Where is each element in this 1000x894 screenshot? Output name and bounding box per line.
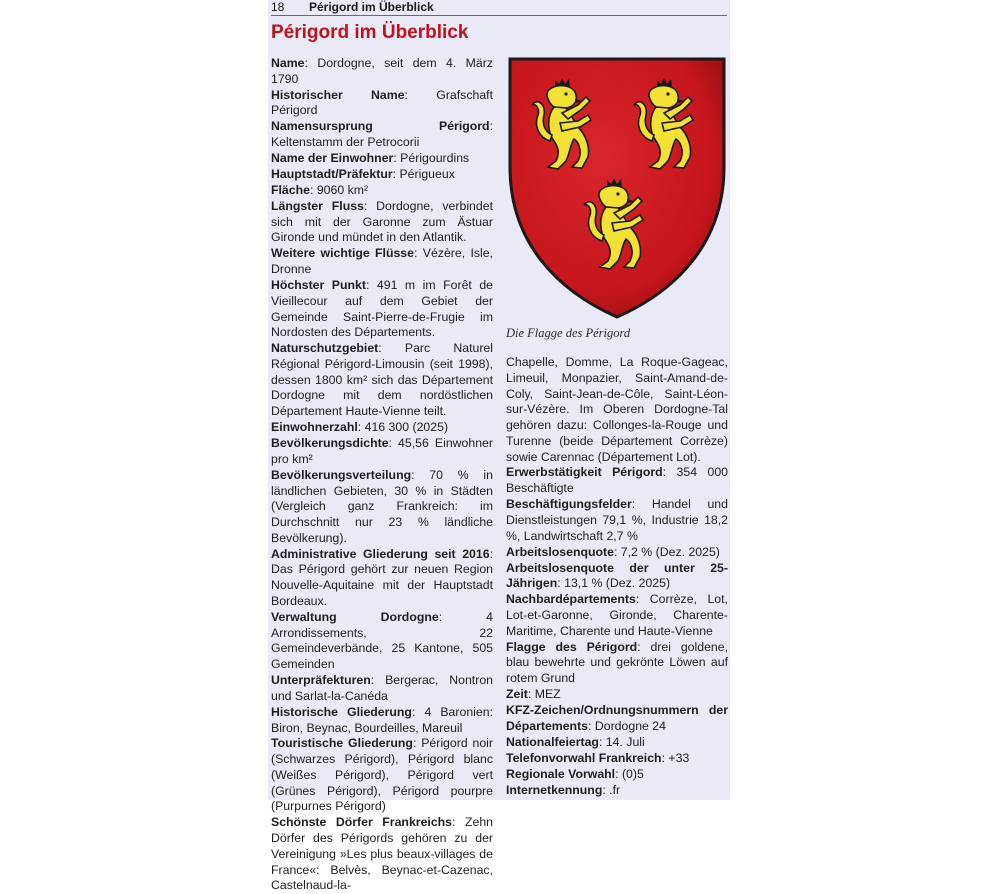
fact-separator: : [557,576,565,591]
fact-value: Das Périgord gehört zur neuen Region Nouvelle-Aquitaine mit der Hauptstadt Bordeaux. [271,562,493,608]
fact-label: Beschäftigungsfelder [506,497,632,512]
fact-entry [506,465,728,497]
fact-value: Vézère, Isle, Dronne [271,246,493,277]
fact-label: Verwaltung Dordogne [271,609,439,624]
fact-entry [506,735,728,751]
fact-value: Bergerac, Nontron und Sarlat-la-Canéda [271,673,493,703]
fact-value: 354 000 Beschäftigte [506,465,728,496]
fact-entry [506,545,728,561]
fact-separator: : [309,182,317,197]
running-title: Périgord im Überblick [309,0,434,14]
fact-separator: : [404,87,437,102]
fact-label: Namensursprung Périgord [271,119,490,134]
fact-value: 14. Juli [605,734,645,749]
fact-separator: : [662,465,677,480]
fact-entry [506,783,728,799]
fact-separator: : [588,718,595,733]
continued-text: Chapelle, Domme, La Roque-Gageac, Limeuil, Monpazier, Saint-Amand-de-Coly, Saint-Jean-de-Côle, Saint-Léon-sur-Vézère. Im Oberen Dordogne-Tal gehören dazu: Collonges-la-Rouge und Turenne (beide Département Corrèze) sowie Carennac (Département Lot). [506,355,728,464]
fact-separator: : [637,639,651,654]
fact-label: Administrative Gliederung seit 2016 [271,546,490,561]
fact-entry [506,561,728,593]
fact-entry [271,547,493,610]
page-number: 18 [271,0,285,14]
coat-of-arms-icon [506,55,728,320]
fact-entry [271,167,493,183]
left-column [271,56,493,894]
fact-entry [271,183,493,199]
fact-value: 4 Baronien: Biron, Beynac, Bourdeilles, Mareuil [271,704,493,735]
fact-separator: : [412,736,422,751]
fact-entry [271,468,493,547]
fact-value: 416 300 (2025) [364,420,449,435]
fact-entry [271,56,493,88]
fact-entry [506,687,728,703]
right-column [506,355,728,798]
fact-entry [271,705,493,737]
fact-value: Keltenstamm der Petrocorii [271,135,420,150]
fact-entry [506,640,728,687]
fact-value: Dordogne, verbindet sich mit der Garonne zum Ästuar Gironde und mündet in den Atlantik. [271,198,493,245]
fact-entry [271,119,493,151]
fact-label: Telefonvorwahl Frankreich [506,750,662,765]
fact-separator: : [661,750,669,765]
fact-entry [271,199,493,246]
fact-separator: : [527,687,535,702]
fact-label: KFZ-Zeichen/Ordnungsnummern der Départements [506,703,728,733]
fact-separator: : [602,782,610,797]
fact-entry [271,88,493,120]
fact-value: Dordogne 24 [594,718,666,733]
page-title: Périgord im Überblick [271,22,469,43]
fact-separator: : [388,436,399,451]
fact-separator: : [357,420,365,435]
fact-value: Corrèze, Lot, Lot-et-Garonne, Gironde, Charente-Maritime, Charente und Haute-Vienne [506,592,728,638]
fact-label: Fläche [271,182,310,197]
fact-entry [271,246,493,278]
fact-value: Périgueux [399,167,455,181]
fact-value: 13,1 % (Dez. 2025) [564,576,671,591]
fact-entry [271,736,493,815]
running-header [271,0,727,16]
fact-value: 4 Arrondissements, 22 Gemeindeverbände, 25 Kantone, 505 Gemeinden [271,609,493,672]
fact-entry [506,751,728,767]
fact-label: Bevölkerungsverteilung [271,467,412,482]
fact-separator: : [489,546,493,561]
fact-label: Historische Gliederung [271,704,412,719]
fact-value: 9060 km² [316,182,369,197]
fact-label: Zeit [506,687,528,702]
fact-value: 70 % in ländlichen Gebieten, 30 % in Städten (Vergleich ganz Frankreich: im Durchschnitt nur 23 % ländliche Bevölkerung). [271,467,493,545]
fact-label: Nachbardépartements [506,592,636,607]
fact-label: Name [271,56,305,70]
fact-value: Zehn Dörfer des Périgords gehören zu der Vereinigung »Les plus beaux-villages de France«: Belvès, Beynac-et-Cazenac, Castelnaud-la- [271,815,493,893]
fact-separator: : [304,56,318,70]
book-page [268,0,730,893]
coat-of-arms [506,55,728,320]
fact-separator: : [414,246,423,261]
fact-separator: : [365,278,377,292]
fact-separator: : [392,167,400,181]
fact-separator: : [452,815,465,830]
fact-value: Parc Naturel Régional Périgord-Limousin (seit 1998), dessen 1800 km² sich das Département Dordogne mit dem nordöstlichen Département Haute-Vienne teilt. [271,341,493,419]
fact-separator: : [363,198,377,213]
fact-entry [271,341,493,420]
fact-label: Arbeitslosenquote der unter 25-Jährigen [506,560,728,591]
fact-label: Regionale Vorwahl [506,766,616,781]
fact-entry [506,497,728,544]
fact-label: Nationalfeiertag [506,734,599,749]
fact-entry [271,673,493,705]
fact-value: 7,2 % (Dez. 2025) [620,544,720,559]
fact-value: 45,56 Einwohner pro km² [271,436,493,466]
fact-entry [271,610,493,673]
fact-label: Naturschutzgebiet [271,341,379,356]
fact-separator: : [378,341,405,356]
fact-entry [271,278,493,341]
fact-label: Erwerbstätigkeit Périgord [506,465,663,480]
fact-label: Einwohnerzahl [271,420,358,435]
fact-value: +33 [668,750,690,765]
fact-separator: : [438,609,487,624]
fact-entry [271,420,493,436]
fact-label: Flagge des Périgord [506,639,638,654]
fact-label: Touristische Gliederung [271,736,413,751]
fact-entry [271,151,493,167]
fact-label: Arbeitslosenquote [506,544,614,559]
fact-entry [506,703,728,735]
fact-separator: : [411,467,430,482]
fact-entry [506,767,728,783]
fact-label: Name der Einwohner [271,151,394,166]
fact-separator: : [631,497,652,512]
fact-label: Historischer Name [271,87,405,102]
fact-value: Handel und Dienstleistungen 79,1 %, Industrie 18,2 %, Landwirtschaft 2,7 % [506,497,728,543]
fact-separator: : [370,673,386,688]
fact-entry [506,592,728,639]
fact-value: Grafschaft Périgord [271,87,493,118]
fact-entry [271,815,493,894]
fact-label: Längster Fluss [271,198,364,213]
fact-separator: : [489,119,493,134]
fact-separator: : [635,592,650,607]
fact-separator: : [615,766,622,781]
fact-label: Unterpräfekturen [271,673,371,688]
fact-label: Weitere wichtige Flüsse [271,246,414,261]
fact-entry [271,436,493,468]
fact-separator: : [613,544,621,559]
fact-label: Hauptstadt/Präfektur [271,167,393,181]
fact-value: .fr [609,782,621,797]
fact-separator: : [393,151,401,166]
fact-separator: : [411,704,425,719]
fact-label: Bevölkerungsdichte [271,436,389,451]
fact-label: Höchster Punkt [271,278,366,292]
fact-value: 491 m im Forêt de Vieillecour auf dem Gebiet der Gemeinde Saint-Pierre-de-Frugie im Nordosten des Départements. [271,278,493,340]
fact-separator: : [598,734,606,749]
fact-value: (0)5 [621,766,644,781]
fact-value: Périgord noir (Schwarzes Périgord), Périgord blanc (Weißes Périgord), Périgord vert (Grünes Périgord), Périgord pourpre (Purpurnes Périgord) [271,736,493,814]
fact-value: MEZ [534,687,561,702]
fact-label: Internetkennung [506,782,603,797]
fact-value: Périgourdins [400,151,470,166]
fact-value: Dordogne, seit dem 4. März 1790 [271,56,493,86]
fact-label: Schönste Dörfer Frankreichs [271,815,453,830]
image-caption: Die Flagge des Périgord [506,326,631,340]
fact-value: drei goldene, blau bewehrte und gekrönte Löwen auf rotem Grund [506,639,728,686]
